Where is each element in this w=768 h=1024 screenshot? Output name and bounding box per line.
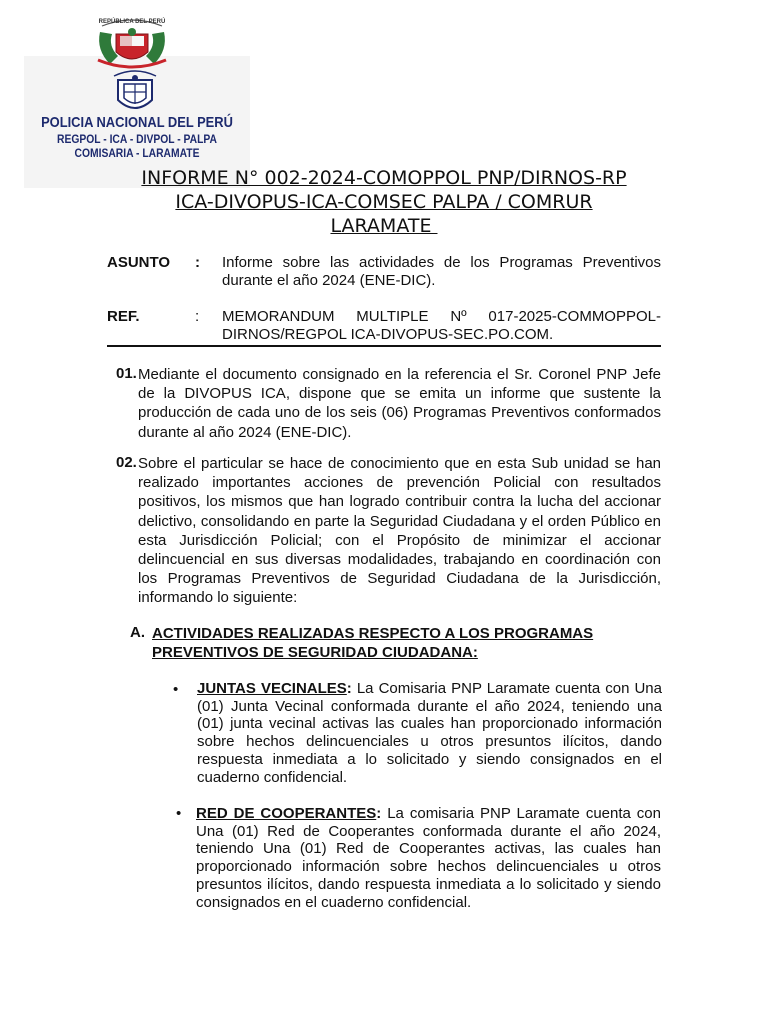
list-item-juntas-vecinales — [197, 680, 662, 786]
logo-line-3: COMISARIA - LARAMATE — [74, 146, 200, 160]
title-line-3: LARAMATE — [330, 215, 438, 237]
title-line-1: INFORME N° 002-2024-COMOPPOL PNP/DIRNOS-RP — [141, 167, 627, 189]
section-a-letter: A. — [130, 624, 145, 641]
asunto-label: ASUNTO — [107, 254, 171, 271]
bullet-2-icon: • — [176, 805, 182, 822]
ref-label: REF. — [107, 308, 140, 325]
svg-text:REPÚBLICA DEL PERÚ: REPÚBLICA DEL PERÚ — [98, 19, 166, 25]
title-line-2: ICA-DIVOPUS-ICA-COMSEC PALPA / COMRUR — [175, 191, 593, 213]
ref-colon: : — [195, 308, 200, 325]
document-title — [100, 166, 668, 238]
asunto-value: Informe sobre las actividades de los Programas Preventivos durante el año 2024 (ENE-DIC). — [222, 254, 661, 289]
header-divider — [107, 345, 661, 347]
item-1-colon: : — [346, 680, 352, 697]
item-1-label: JUNTAS VECINALES — [197, 680, 347, 697]
logo-line-1: POLICIA NACIONAL DEL PERÚ — [41, 114, 233, 131]
paragraph-number-02: 02. — [116, 454, 137, 471]
peru-coat-of-arms-icon — [92, 12, 172, 70]
asunto-colon: : — [195, 254, 200, 271]
section-a-heading: ACTIVIDADES REALIZADAS RESPECTO A LOS PROGRAMAS PREVENTIVOS DE SEGURIDAD CIUDADANA: — [152, 625, 594, 661]
paragraph-01: Mediante el documento consignado en la referencia el Sr. Coronel PNP Jefe de la DIVOPUS ICA, dispone que se emita un informe que sustente la producción de cada uno de los seis (06) Programas Preventivos conformados durante al año 2024 (ENE-DIC). — [138, 366, 661, 441]
pnp-seal-icon — [110, 66, 160, 118]
bullet-1-icon: • — [173, 681, 179, 698]
pnp-logo-block — [24, 8, 250, 188]
paragraph-number-01: 01. — [116, 365, 137, 382]
item-1-text: La Comisaria PNP Laramate cuenta con Una (01) Junta Vecinal conformada durante el año 2024, teniendo una (01) junta vecinal activas las cuales han proporcionado información sobre hechos delincuenciales u otros presuntos ilícitos, dando respuesta inmediata a lo solicitado y siendo consignados en el cuaderno confidencial. — [197, 680, 662, 786]
list-item-red-de-cooperantes — [196, 805, 661, 911]
item-2-text: La comisaria PNP Laramate cuenta con Una (01) Red de Cooperantes conformada durante el año 2024, teniendo Una (01) Red de Cooperantes activas, las cuales han proporcionado información sobre hechos delincuenciales u otros presuntos ilícitos, dando respuesta inmediata a lo solicitado y siendo consignados en el cuaderno confidencial. — [196, 805, 661, 911]
item-2-label: RED DE COOPERANTES — [196, 805, 377, 822]
logo-line-2: REGPOL - ICA - DIVPOL - PALPA — [57, 132, 217, 146]
paragraph-02: Sobre el particular se hace de conocimiento que en esta Sub unidad se han realizado importantes acciones de prevención Policial con resultados positivos, los mismos que han logrado contribuir contra la lucha del accionar delictivo, consolidando en parte la Seguridad Ciudadana y el orden Público en esta Jurisdicción Policial; con el Propósito de minimizar el accionar delincuencial en sus diversas modalidades, trabajando en coordinación con los Programas Preventivos de Seguridad Ciudadana de la Jurisdicción, informando lo siguiente: — [138, 455, 661, 607]
ref-value: MEMORANDUM MULTIPLE Nº 017-2025-COMMOPPOL-DIRNOS/REGPOL ICA-DIVOPUS-SEC.PO.COM. — [222, 308, 661, 343]
item-2-colon: : — [376, 805, 382, 822]
